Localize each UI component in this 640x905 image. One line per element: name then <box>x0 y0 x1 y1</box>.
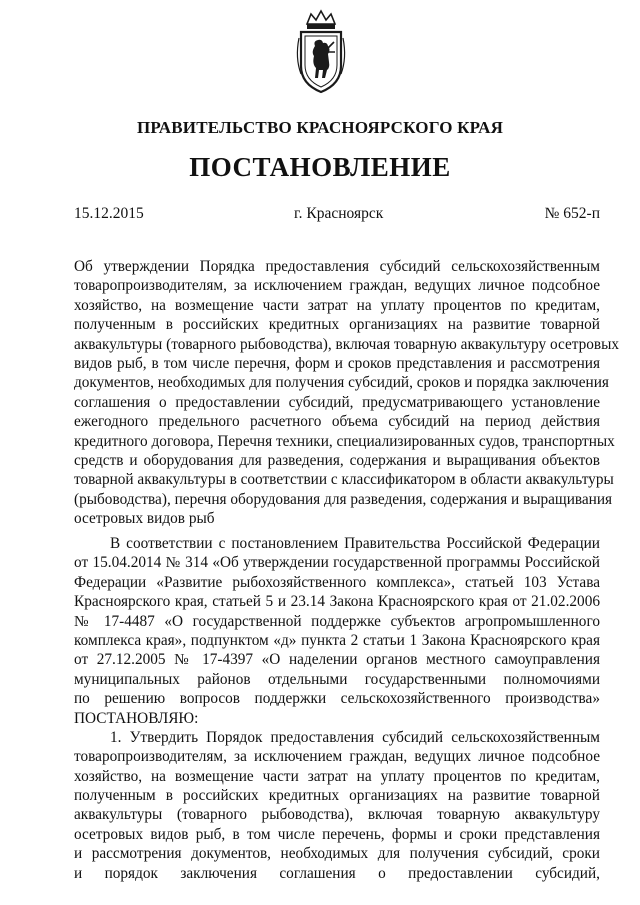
body-line: осетровых видов рыб, в том числе перечень, формы и сроки представления <box>74 825 600 843</box>
body-line: товаропроизводителям, за исключением граждан, ведущих личное подсобное <box>74 748 600 766</box>
body-line: по решению вопросов поддержки сельскохозяйственного производства» <box>74 690 600 708</box>
body-line: В соответствии с постановлением Правительства Российской Федерации <box>110 535 600 552</box>
government-name: ПРАВИТЕЛЬСТВО КРАСНОЯРСКОГО КРАЯ <box>136 118 504 137</box>
coat-of-arms-icon <box>293 8 349 96</box>
subject-line: документов, необходимых для получения субсидий, сроков и порядка заключения <box>74 374 609 392</box>
subject-line: осетровых видов рыб <box>74 510 215 528</box>
body-line: от 27.12.2005 № 17-4397 «О наделении органов местного самоуправления <box>74 651 600 669</box>
subject-line: хозяйство, на возмещение части затрат на уплату процентов по кредитам, <box>74 296 600 314</box>
body-line: Красноярского края, статьей 5 и 23.14 Закона Красноярского края от 21.02.2006 <box>74 593 600 611</box>
body-line: полученным в российских кредитных организациях на развитие товарной <box>74 787 600 805</box>
subject-line: средств и оборудования для разведения, содержания и выращивания объектов <box>74 451 600 469</box>
subject-line: полученным в российских кредитных организациях на развитие товарной <box>74 316 600 334</box>
subject-line: соглашения о предоставлении субсидий, предусматривающего установление <box>74 393 600 411</box>
body-line: муниципальных районов отдельными государственными полномочиями <box>74 670 600 688</box>
body-line: 1. Утвердить Порядок предоставления субсидий сельскохозяйственным <box>110 728 600 746</box>
body-line: № 17-4487 «О государственной поддержке субъектов агропромышленного <box>74 612 600 630</box>
subject-line: товарной аквакультуры в соответствии с классификатором в области аквакультуры <box>74 471 614 489</box>
document-body <box>74 534 600 883</box>
subject-line: кредитного договора, Перечня техники, специализированных судов, транспортных <box>74 432 615 450</box>
body-line: ПОСТАНОВЛЯЮ: <box>74 709 199 727</box>
body-line: и рассмотрения документов, необходимых для получения субсидий, сроки <box>74 845 600 863</box>
document-city: г. Красноярск <box>294 205 384 222</box>
document-subject <box>74 257 620 528</box>
document-meta-row <box>74 205 600 225</box>
document-number: № 652-п <box>544 205 600 222</box>
document-type-title: ПОСТАНОВЛЕНИЕ <box>189 152 451 182</box>
subject-line: (рыбоводства), перечня оборудования для разведения, содержания и выращивания <box>74 490 613 508</box>
subject-line: Об утверждении Порядка предоставления субсидий сельскохозяйственным <box>74 258 600 275</box>
body-line: и порядок заключения соглашения о предоставлении субсидий, <box>74 864 600 882</box>
subject-line: видов рыб, в том числе перечня, форм и сроков представления и рассмотрения <box>74 354 600 372</box>
document-date: 15.12.2015 <box>74 205 144 222</box>
subject-line: товаропроизводителям, за исключением граждан, ведущих личное подсобное <box>74 277 600 295</box>
body-line: хозяйство, на возмещение части затрат на уплату процентов по кредитам, <box>74 767 600 785</box>
body-line: Федерации «Развитие рыбохозяйственного комплекса», статьей 103 Устава <box>74 573 600 591</box>
body-line: от 15.04.2014 № 314 «Об утверждении государственной программы Российской <box>74 554 600 572</box>
body-line: комплекса края», подпунктом «д» пункта 2 статьи 1 Закона Красноярского края <box>74 631 600 649</box>
subject-line: аквакультуры (товарного рыбоводства), включая товарную аквакультуру осетровых <box>74 335 620 353</box>
subject-line: ежегодного предельного расчетного объема субсидий на период действия <box>74 413 600 431</box>
body-line: аквакультуры (товарного рыбоводства), включая товарную аквакультуру <box>74 806 600 824</box>
